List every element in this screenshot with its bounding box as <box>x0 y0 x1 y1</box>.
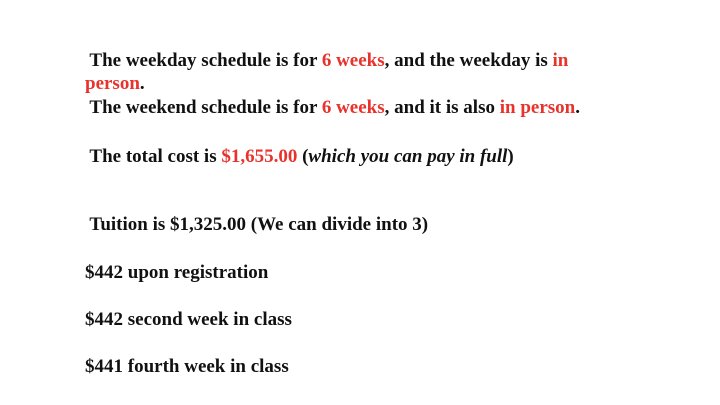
weekday-mode-part2: person <box>85 73 140 94</box>
weekend-duration: 6 weeks <box>321 97 385 118</box>
weekend-schedule-line <box>85 96 580 119</box>
weekday-schedule-line-cont <box>85 72 145 95</box>
installment-1: $442 upon registration <box>85 262 269 283</box>
total-cost-line <box>85 145 514 168</box>
total-open: ( <box>297 146 309 167</box>
weekend-mode: in person <box>499 97 576 118</box>
weekend-prefix: The weekend schedule is for <box>85 97 322 118</box>
weekday-duration: 6 weeks <box>321 50 385 71</box>
weekday-prefix: The weekday schedule is for <box>85 50 322 71</box>
weekday-schedule-line <box>85 49 568 72</box>
total-prefix: The total cost is <box>85 146 222 167</box>
weekday-middle: , and the weekday is <box>384 50 553 71</box>
tuition-line: Tuition is $1,325.00 (We can divide into 3) <box>85 214 429 235</box>
installment-3: $441 fourth week in class <box>85 356 289 377</box>
weekend-middle: , and it is also <box>384 97 500 118</box>
weekend-end: . <box>575 97 580 118</box>
installment-2: $442 second week in class <box>85 309 292 330</box>
weekday-end: . <box>139 73 145 94</box>
total-amount: $1,655.00 <box>221 146 298 167</box>
weekday-mode-part1: in <box>552 50 569 71</box>
total-close: ) <box>507 146 514 167</box>
total-note: which you can pay in full <box>308 146 508 167</box>
